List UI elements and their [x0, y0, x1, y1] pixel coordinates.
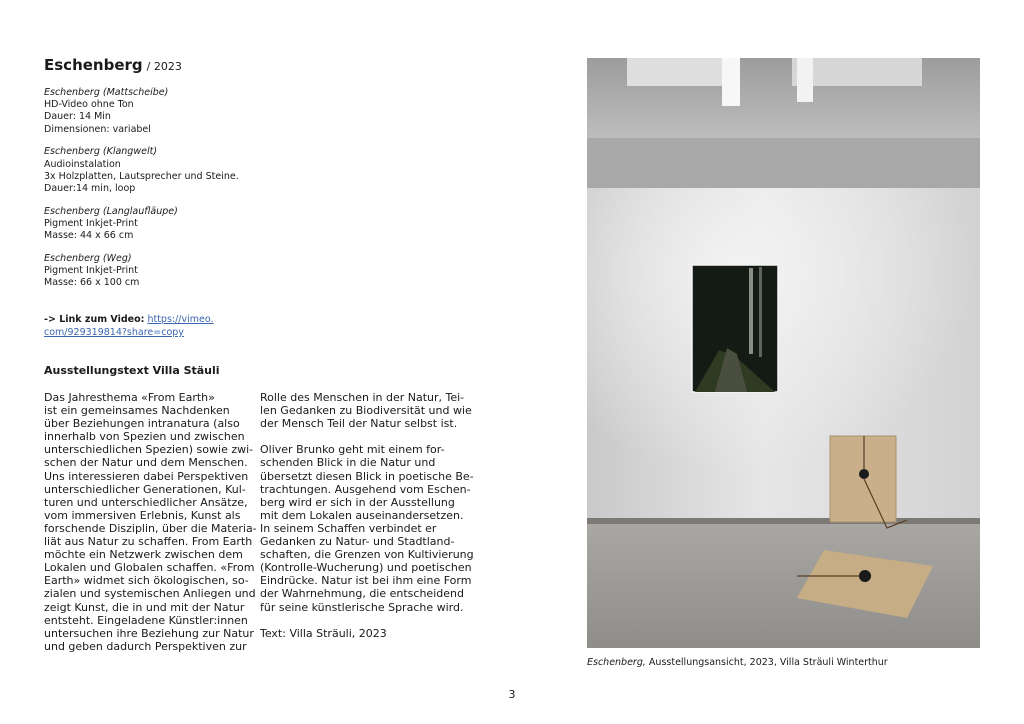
- text-line: und geben dadurch Perspektiven zur: [44, 639, 247, 653]
- video-link-url-part2: com/929319814?share=copy: [44, 327, 184, 338]
- text-line: Eindrücke. Natur ist bei ihm eine Form: [260, 574, 472, 588]
- text-column-left: [44, 391, 257, 666]
- text-column-right: [260, 391, 474, 653]
- text-line: übersetzt diesen Blick in poetische Be-: [260, 469, 474, 483]
- text-line: Gedanken zu Natur- und Stadtland-: [260, 535, 455, 549]
- text-line: forschende Disziplin, über die Materia-: [44, 521, 257, 535]
- text-line: ist ein gemeinsames Nachdenken: [44, 404, 230, 418]
- video-link-block: [44, 313, 284, 339]
- text-line: schenden Blick in die Natur und: [260, 456, 436, 470]
- text-credit: Text: Villa Sträuli, 2023: [260, 626, 387, 640]
- work-detail: Dauer: 14 Min: [44, 111, 111, 123]
- text-line: Lokalen und Globalen schaffen. «From: [44, 561, 255, 575]
- text-line: über Beziehungen intranatura (also: [44, 417, 240, 431]
- text-line: innerhalb von Spezien und zwischen: [44, 430, 245, 444]
- text-line: berg wird er sich in der Ausstellung: [260, 495, 455, 509]
- work-detail: 3x Holzplatten, Lautsprecher und Steine.: [44, 170, 239, 182]
- section-heading: Ausstellungstext Villa Stäuli: [44, 364, 220, 377]
- work-detail: HD-Video ohne Ton: [44, 99, 134, 111]
- works-list: [44, 87, 344, 300]
- work-entry-klangwelt: [44, 146, 344, 195]
- work-detail: Pigment Inkjet-Print: [44, 264, 138, 276]
- text-line: In seinem Schaffen verbindet er: [260, 521, 437, 535]
- work-detail: Dimensionen: variabel: [44, 123, 151, 135]
- work-detail: Masse: 66 x 100 cm: [44, 277, 140, 289]
- work-name: Eschenberg (Klangwelt): [44, 146, 158, 158]
- paragraph: [260, 627, 460, 640]
- text-line: der Wahrnehmung, die entscheidend: [260, 587, 464, 601]
- text-line: liät aus Natur zu schaffen. From Earth: [44, 535, 253, 549]
- video-link-url-part1: https://vimeo.: [147, 314, 214, 325]
- text-line: turen und unterschiedlicher Ansätze,: [44, 495, 248, 509]
- ceiling-light-left: [627, 58, 737, 86]
- text-line: Uns interessieren dabei Perspektiven: [44, 469, 249, 483]
- text-line: zialen und systemischen Anliegen und: [44, 587, 256, 601]
- work-name: Eschenberg (Langlaufläupe): [44, 205, 178, 217]
- baseboard: [587, 518, 980, 524]
- text-line: (Kontrolle-Wucherung) und poetischen: [260, 561, 472, 575]
- work-entry-langlauflaeupe: [44, 206, 344, 243]
- text-line: trachtungen. Ausgehend vom Eschen-: [260, 482, 471, 496]
- page-title: [44, 56, 182, 74]
- text-line: für seine künstlerische Sprache wird.: [260, 600, 464, 614]
- work-year: / 2023: [146, 60, 182, 73]
- work-entry-mattscheibe: [44, 87, 344, 136]
- concrete-beam: [587, 138, 980, 188]
- work-detail: Dauer:14 min, loop: [44, 182, 136, 194]
- text-line: schen der Natur und dem Menschen.: [44, 456, 248, 470]
- text-line: mit dem Lokalen auseinandersetzen.: [260, 508, 464, 522]
- text-line: der Mensch Teil der Natur selbst ist.: [260, 417, 458, 431]
- text-line: untersuchen ihre Beziehung zur Natur: [44, 626, 254, 640]
- work-name: Eschenberg (Mattscheibe): [44, 87, 169, 98]
- work-entry-weg: [44, 253, 344, 290]
- photo-caption: [587, 657, 888, 668]
- text-line: entsteht. Eingeladene Künstler:innen: [44, 613, 248, 627]
- paragraph: [44, 391, 257, 653]
- text-line: unterschiedlicher Generationen, Kul-: [44, 482, 246, 496]
- forest-print: [692, 265, 778, 392]
- text-line: Rolle des Menschen in der Natur, Tei-: [260, 391, 465, 404]
- text-line: vom immersiven Erlebnis, Kunst als: [44, 508, 241, 522]
- text-line: unterschiedlichen Spezien) sowie zwi-: [44, 443, 254, 457]
- ceiling-lamp: [797, 58, 813, 102]
- video-link-label: -> Link zum Video:: [44, 314, 145, 325]
- paragraph: [260, 443, 474, 614]
- text-line: Das Jahresthema «From Earth»: [44, 391, 215, 404]
- text-line: zeigt Kunst, die in und mit der Natur: [44, 600, 245, 614]
- ceiling-lamp: [722, 58, 740, 106]
- work-name: Eschenberg (Weg): [44, 252, 132, 264]
- caption-text: Ausstellungsansicht, 2023, Villa Sträuli Winterthur: [645, 657, 888, 668]
- caption-title: Eschenberg,: [587, 657, 646, 668]
- text-line: Earth» widmet sich ökologischen, so-: [44, 574, 249, 588]
- text-line: möchte ein Netzwerk zwischen dem: [44, 548, 243, 562]
- work-detail: Audioinstalation: [44, 158, 121, 170]
- work-detail: Pigment Inkjet-Print: [44, 217, 138, 229]
- text-line: schaften, die Grenzen von Kultivierung: [260, 548, 474, 562]
- work-title: Eschenberg: [44, 56, 143, 74]
- page-number: 3: [508, 688, 516, 701]
- exhibition-room-illustration: [587, 58, 980, 648]
- exhibition-photo: [587, 58, 980, 648]
- wall-light: [587, 188, 980, 523]
- text-line: Oliver Brunko geht mit einem for-: [260, 443, 445, 457]
- leaning-wooden-board: [830, 436, 907, 528]
- paragraph: [260, 391, 472, 431]
- text-line: len Gedanken zu Biodiversität und wie: [260, 404, 472, 418]
- work-detail: Masse: 44 x 66 cm: [44, 230, 134, 242]
